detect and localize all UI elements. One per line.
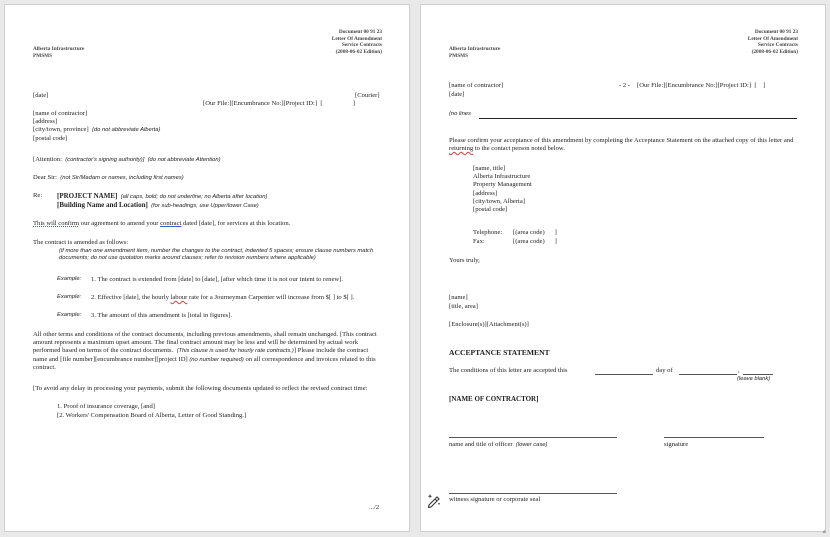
list-item: 1. Proof of insurance coverage, [and] <box>57 403 155 410</box>
signature-line <box>664 437 764 438</box>
re-label: Re: <box>33 192 43 199</box>
p2-our-file: [Our File:][Encumbrance No:][Project ID:] [ ] <box>637 82 766 89</box>
confirm-paragraph: This will confirm our agreement to amend your contract dated [date], for services at this location. <box>33 220 291 227</box>
page-footer-continued: .../2 <box>369 504 380 511</box>
officer-label: name and title of officer (lower case) <box>449 441 548 448</box>
accept-text: The conditions of this letter are accepted this <box>449 367 568 374</box>
example-2: 2. Effective [date], the hourly labour rate for a Journeyman Carpenter will increase from $[ ] to $[ ]. <box>91 294 355 301</box>
our-file-text: [Our File:][Encumbrance No:][Project ID:] <box>203 100 318 107</box>
our-file-field: [Our File:][Encumbrance No:][Project ID:] [ ] <box>203 100 355 107</box>
other-terms-paragraph: All other terms and conditions of the contract documents, including previous amendments, shall remain unchanged. [This contract amount represents a maximum upset amount. The final contract amount may be less and will be determined by actual work performed based on terms of the contract documents. (This clause is used for hourly rate contracts.)] Please include the contract name and [file number][encumbrance number][project ID] (no number required) on all correspondence and invoices related to this contract. <box>33 331 377 371</box>
doc-edition: (2008-06-02 Edition) <box>335 48 382 55</box>
doc-number: Document 00 91 23 <box>338 29 382 35</box>
witness-label: witness signature or corporate seal <box>449 496 541 503</box>
org-name: Alberta Infrastructure <box>449 46 501 52</box>
contractor-caps: [NAME OF CONTRACTOR] <box>449 395 539 403</box>
p2-contractor-name: [name of contractor] <box>449 82 504 89</box>
attention-note: (do not abbreviate Attention) <box>147 157 221 163</box>
telephone-value: [(area code) ] <box>513 229 557 236</box>
avoid-paragraph: [To avoid any delay in processing your payments, submit the following documents updated to reflect the revised contract time: <box>33 385 368 392</box>
resize-corner-icon[interactable]: ▴ <box>822 527 826 535</box>
closing: Yours truly, <box>449 257 480 264</box>
witness-signature-line <box>449 493 617 494</box>
enclosure: [Enclosure(s)][Attachment(s)] <box>449 321 529 328</box>
doc-number: Document 00 91 23 <box>754 29 798 35</box>
example-3: 3. The amount of this amendment is [total in figures]. <box>91 312 233 319</box>
officer-signature-line <box>449 437 617 438</box>
contact-line: [name, title] <box>473 165 506 172</box>
acceptance-title: ACCEPTANCE STATEMENT <box>449 348 550 357</box>
page2-header-left <box>449 46 500 59</box>
p2-confirm-paragraph: Please confirm your acceptance of this amendment by completing the Acceptance Statement on the attached copy of this letter and returning to the contact person noted below. <box>449 137 794 153</box>
salutation-line: Dear Sir: (not Sir/Madam or names, including first names) <box>33 174 184 181</box>
contact-line: [city/town, Alberta] <box>473 197 526 205</box>
example-label: Example: <box>57 294 82 300</box>
re-block: [PROJECT NAME] (all caps, bold; do not underline; no Alberta after location) [Building Name and Location] (for sub-headings, use Upper/lower Case) <box>57 192 268 210</box>
contact-line: [address] <box>473 189 498 197</box>
signer-name: [name] <box>449 294 468 301</box>
re-building: [Building Name and Location] <box>57 201 148 210</box>
address-line: [address] <box>33 118 58 126</box>
p2-date: [date] <box>449 91 465 98</box>
doc-title: Letter Of Amendment <box>747 35 798 42</box>
fax-label: Fax: <box>473 238 485 245</box>
dept-name: PMSMS <box>449 52 469 59</box>
year-blank-line <box>743 374 773 375</box>
page2-header-right <box>748 29 798 55</box>
contact-line: Alberta Infrastructure <box>473 173 531 181</box>
courier-field: [Courier] <box>355 92 380 99</box>
doc-edition: (2008-06-02 Edition) <box>751 48 798 55</box>
no-lines-note: (no lines <box>449 111 471 117</box>
contact-line: Property Management <box>473 181 532 189</box>
page1-header-right <box>332 29 382 55</box>
attention-line: [Attention: (contractor's signing authority)] (do not abbreviate Attention) <box>33 156 221 163</box>
separator-line <box>479 118 797 119</box>
example-label: Example: <box>57 276 82 282</box>
day-of-text: day of <box>656 367 673 374</box>
p2-page-marker: - 2 - <box>619 82 630 89</box>
amended-heading: The contract is amended as follows: <box>33 239 129 246</box>
address-line: [name of contractor] <box>33 110 88 117</box>
contact-block <box>473 165 532 214</box>
dept-name: PMSMS <box>33 52 53 59</box>
telephone-label: Telephone: <box>473 229 503 236</box>
address-note: (do not abbreviate Alberta) <box>91 127 161 134</box>
doc-title: Letter Of Amendment <box>331 35 382 42</box>
doc-section: Service Contracts <box>757 42 798 49</box>
contact-line: [postal code] <box>473 206 508 214</box>
day-blank-line <box>595 374 653 375</box>
address-line: [city/town, province] <box>33 126 89 134</box>
address-block <box>33 110 160 143</box>
signer-title: [title, area] <box>449 303 478 310</box>
address-line: [postal code] <box>33 134 68 142</box>
example-1: 1. The contract is extended from [date] to [date], [after which time it is not our intent to renew]. <box>91 276 344 283</box>
re-project: [PROJECT NAME] <box>57 192 118 200</box>
example-label: Example: <box>57 312 82 318</box>
fax-value: [(area code) ] <box>513 238 557 245</box>
leave-blank-note: (leave blank) <box>737 376 771 382</box>
date-field: [date] <box>33 92 49 99</box>
document-page-2: Document 00 91 23 Letter Of Amendment Service Contracts (2008-06-02 Edition) Alberta Infrastructure PMSMS [name of contractor] [date] - 2 - [Our File:][Encumbrance No:][Project ID:] [ ] (no lines Please confirm your acceptance of this amendment by completing the Acceptance Statement on the attached copy of this letter and returning to the contact person noted below. [name, title] Alberta Infrastructure Property Management [address] [city/town, Alberta] [postal code] Telephone: [(area code) ] Fax: [(area code) ] Yours truly, [name] [title, area] [Enclosure(s)][Attachment(s)] ACCEPTANCE STATEMENT The conditions of this letter are accepted this day of , (leave blank) [NAME OF CONTRACTOR] name and title of officer (lower case) signature witness signature or corporate seal <box>420 4 826 532</box>
salutation-note: (not Sir/Madam or names, including first names) <box>60 175 184 181</box>
amend-note: (if more than one amendment item, number the changes to the contract, indented 5 spaces; ensure clause numbers match documents; do not use quotation marks around clauses; refer to revision numbers where applicable) <box>59 248 374 262</box>
doc-section: Service Contracts <box>341 42 382 49</box>
org-name: Alberta Infrastructure <box>33 46 85 52</box>
document-page-1 <box>4 4 410 532</box>
signature-label: signature <box>664 441 689 448</box>
month-blank-line <box>679 374 737 375</box>
list-item: [2. Workers' Compensation Board of Alberta, Letter of Good Standing.] <box>57 412 247 419</box>
page1-header-left <box>33 46 84 59</box>
ai-pen-sparkle-icon[interactable] <box>426 492 442 508</box>
